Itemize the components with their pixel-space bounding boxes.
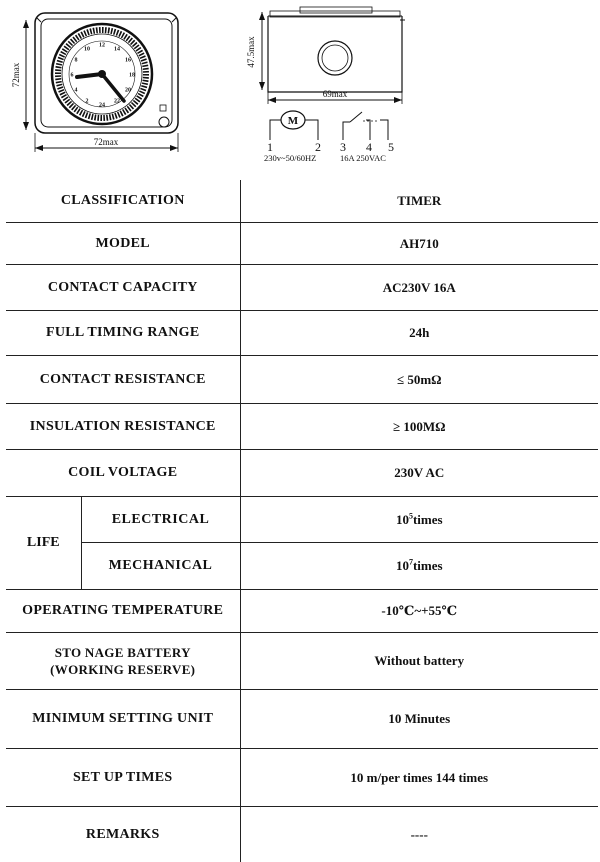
front-height-dimension	[11, 20, 29, 130]
dial-numeral: 22	[114, 98, 120, 105]
terminal-5: 5	[388, 140, 394, 154]
dial-numeral: 8	[74, 57, 78, 64]
motor-label: M	[287, 115, 299, 127]
dial-numeral: 20	[125, 87, 131, 94]
life-mechanical-value: $10^7times$	[240, 542, 598, 589]
table-row	[6, 355, 598, 403]
table-row	[6, 589, 598, 632]
spec-table	[6, 180, 598, 862]
life-mechanical-label: MECHANICAL	[81, 542, 240, 589]
side-width-label: 69max	[322, 89, 348, 99]
model-value: AH710	[240, 222, 598, 264]
minimum-setting-unit-label: MINIMUM SETTING UNIT	[6, 689, 240, 748]
timer-front-view	[35, 13, 178, 133]
dial-numeral: 10	[84, 46, 90, 53]
full-timing-range-label: FULL TIMING RANGE	[6, 310, 240, 355]
dial-numeral: 14	[114, 46, 120, 53]
dial-numeral: 18	[129, 72, 135, 79]
table-row	[6, 496, 598, 542]
drawings-svg	[0, 0, 600, 176]
front-height-label: 72max	[11, 62, 21, 88]
coil-voltage-value: 230V AC	[240, 449, 598, 496]
terminal-1: 1	[267, 140, 273, 154]
table-row	[6, 403, 598, 449]
table-row	[6, 689, 598, 748]
model-label: MODEL	[6, 222, 240, 264]
motor-rating: 230v~50/60HZ	[264, 153, 317, 163]
contact-rating: 16A 250VAC	[340, 153, 386, 163]
remarks-label: REMARKS	[6, 806, 240, 862]
storage-battery-value: Without battery	[240, 632, 598, 689]
table-row	[6, 180, 598, 222]
remarks-value: ----	[410, 826, 428, 842]
table-row	[6, 806, 598, 862]
set-up-times-label: SET UP TIMES	[6, 748, 240, 806]
coil-voltage-label: COIL VOLTAGE	[6, 449, 240, 496]
front-width-dimension	[35, 133, 178, 152]
insulation-resistance-value: ≥ 100MΩ	[240, 403, 598, 449]
table-row	[6, 264, 598, 310]
table-row	[6, 449, 598, 496]
technical-drawings	[0, 0, 600, 176]
life-label: LIFE	[6, 496, 81, 589]
dial-numeral: 24	[99, 102, 105, 109]
dial-numeral: 12	[99, 42, 105, 49]
operating-temperature-label: OPERATING TEMPERATURE	[6, 589, 240, 632]
timer-side-view	[268, 7, 405, 92]
dial-numeral: 4	[74, 87, 78, 94]
contact-capacity-value: AC230V 16A	[240, 264, 598, 310]
table-row	[6, 542, 598, 589]
life-electrical-value: $10^5times$	[240, 496, 598, 542]
insulation-resistance-label: INSULATION RESISTANCE	[6, 403, 240, 449]
side-width-dimension	[268, 89, 402, 104]
contact-resistance-value: ≤ 50mΩ	[240, 355, 598, 403]
minute-hand	[102, 74, 124, 101]
wiring-diagram	[264, 111, 394, 163]
classification-label: CLASSIFICATION	[6, 180, 240, 222]
table-row	[6, 310, 598, 355]
terminal-4: 4	[366, 140, 372, 154]
table-row	[6, 748, 598, 806]
terminal-3: 3	[340, 140, 346, 154]
contact-capacity-label: CONTACT CAPACITY	[6, 264, 240, 310]
set-up-times-value: 10 m/per times 144 times	[240, 748, 598, 806]
dial-numeral: 16	[125, 57, 131, 64]
operating-temperature-value: -10℃~+55℃	[240, 589, 598, 632]
front-width-label: 72max	[93, 137, 119, 147]
table-row	[6, 632, 598, 689]
contact-resistance-label: CONTACT RESISTANCE	[6, 355, 240, 403]
storage-battery-label: STO NAGE BATTERY (WORKING RESERVE)	[6, 632, 240, 689]
life-electrical-label: ELECTRICAL	[81, 496, 240, 542]
side-height-dimension	[246, 12, 265, 90]
side-height-label: 47.5max	[246, 36, 256, 68]
full-timing-range-value: 24h	[240, 310, 598, 355]
classification-value: TIMER	[240, 180, 598, 222]
dial-numeral: 2	[85, 98, 89, 105]
table-row	[6, 222, 598, 264]
dial-numeral: 6	[70, 72, 74, 79]
minimum-setting-unit-value: 10 Minutes	[240, 689, 598, 748]
manual-switch	[159, 117, 169, 127]
terminal-2: 2	[315, 140, 321, 154]
